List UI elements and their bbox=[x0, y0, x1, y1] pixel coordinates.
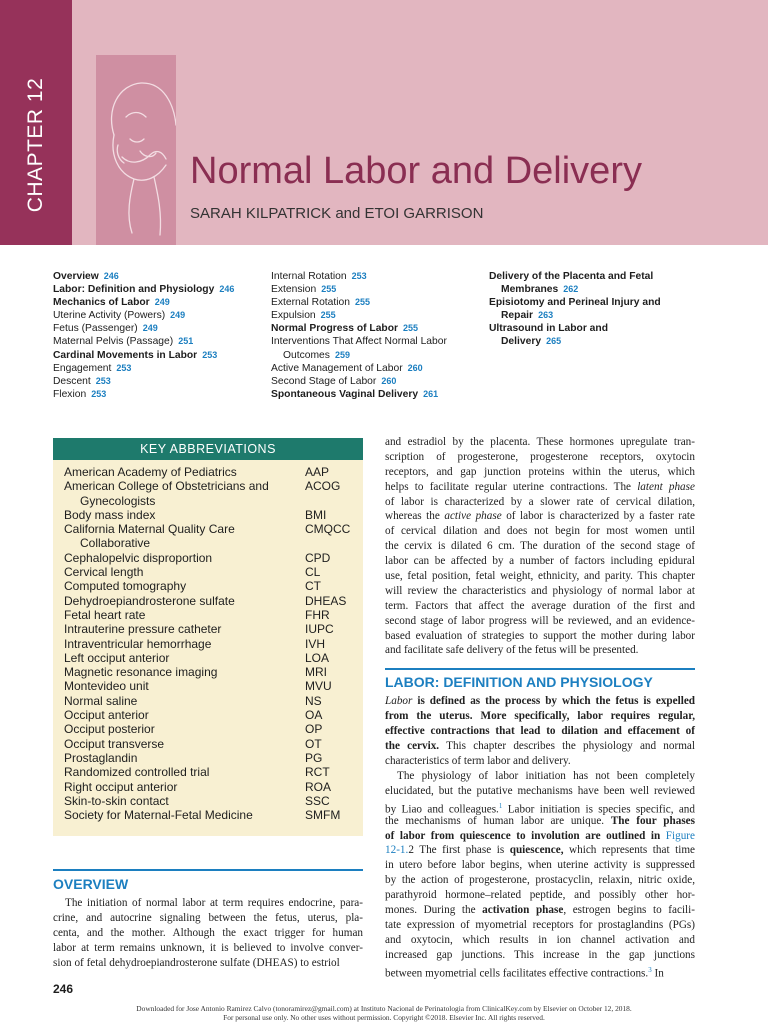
toc-entry-page: 253 bbox=[202, 349, 218, 360]
toc-entry-label: Cardinal Movements in Labor bbox=[53, 349, 198, 361]
toc-entry-page: 246 bbox=[219, 284, 235, 295]
text-line: sion of fetal dehydroepiandrosterone sulfate (DHEAS) to estriol bbox=[53, 956, 340, 969]
abbreviation-code: IVH bbox=[305, 636, 326, 651]
footer-download-notice: Downloaded for Jose Antonio Ramirez Calvo (tonoramirez@gmail.com) at Instituto Nacional de Perinatologia from ClinicalKey.com by Elsevier on October 12, 2018. bbox=[136, 1004, 632, 1013]
abbreviation-row bbox=[53, 708, 363, 722]
toc-entry bbox=[271, 322, 447, 335]
text-line: use, fetal position, fetal weight, ethnicity, and parity. This chapter bbox=[385, 570, 695, 583]
chapter-bar bbox=[0, 0, 72, 245]
toc-entry bbox=[53, 362, 234, 375]
toc-entry bbox=[271, 309, 447, 322]
toc-entry-label: Delivery of the Placenta and Fetal bbox=[489, 271, 654, 282]
text-line: scription of progesterone, progesterone receptors, oxytocin bbox=[385, 450, 695, 463]
toc-entry-label: Spontaneous Vaginal Delivery bbox=[271, 388, 419, 400]
toc-entry-page: 253 bbox=[95, 375, 111, 386]
toc-entry-label: Interventions That Affect Normal Labor bbox=[271, 336, 447, 348]
abbreviation-row bbox=[53, 751, 363, 765]
abbreviation-code: SSC bbox=[305, 793, 330, 808]
abbreviation-row bbox=[53, 780, 363, 794]
toc-entry-label: Mechanics of Labor bbox=[53, 297, 150, 309]
labor-section-rule bbox=[385, 668, 695, 670]
toc-entry bbox=[53, 349, 234, 362]
toc-entry bbox=[53, 270, 234, 283]
chapter-header bbox=[0, 0, 768, 245]
toc-entry-label: Descent bbox=[53, 375, 91, 387]
abbreviation-term: American College of Obstetricians and bbox=[64, 479, 269, 494]
abbreviation-term: Cephalopelvic disproportion bbox=[64, 550, 213, 565]
toc-entry-label: Overview bbox=[53, 271, 99, 282]
abbreviation-term: Occiput posterior bbox=[64, 722, 155, 737]
toc-entry-label: Membranes bbox=[501, 284, 559, 296]
abbreviation-code: OP bbox=[305, 722, 323, 737]
text-line: between myometrial cells facilitates effective contractions.$^3$ In bbox=[385, 965, 664, 980]
toc-entry-label: Fetus (Passenger) bbox=[53, 323, 138, 335]
toc-entry bbox=[271, 349, 447, 362]
abbreviation-row bbox=[53, 765, 363, 779]
toc-entry-label: Repair bbox=[501, 310, 534, 322]
abbreviation-code: CT bbox=[305, 579, 321, 594]
labor-physiology-text bbox=[385, 769, 695, 980]
abbreviation-row bbox=[53, 808, 363, 822]
toc-entry bbox=[489, 335, 661, 348]
abbreviation-row bbox=[53, 651, 363, 665]
abbreviation-row-continued bbox=[53, 536, 363, 550]
abbreviation-row bbox=[53, 794, 363, 808]
toc-entry-page: 249 bbox=[142, 323, 158, 334]
toc-entry-page: 263 bbox=[538, 310, 554, 321]
text-line: and facilitate safe delivery of the fetus will be presented. bbox=[385, 644, 639, 657]
abbreviation-term: Prostaglandin bbox=[64, 750, 138, 765]
toc-entry bbox=[489, 283, 661, 296]
text-line: and oxytocin, which results in ion channel activation and bbox=[385, 933, 695, 946]
abbreviation-term: Normal saline bbox=[64, 693, 138, 708]
toc-entry-label: Flexion bbox=[53, 388, 87, 400]
abbreviation-code: MRI bbox=[305, 665, 327, 680]
abbreviation-code: CPD bbox=[305, 550, 331, 565]
key-abbreviations-heading: KEY ABBREVIATIONS bbox=[53, 438, 363, 460]
toc-entry bbox=[489, 270, 661, 283]
toc-entry-label: Normal Progress of Labor bbox=[271, 323, 399, 335]
abbreviation-code: NS bbox=[305, 693, 322, 708]
text-line: centa, and the mother. Although the exact trigger for human bbox=[53, 926, 363, 939]
toc-entry bbox=[53, 388, 234, 401]
toc-entry-page: 246 bbox=[103, 271, 119, 281]
toc-entry-page: 251 bbox=[178, 336, 194, 347]
chapter-label: CHAPTER 12 bbox=[24, 77, 47, 213]
chapter-authors: SARAH KILPATRICK and ETOI GARRISON bbox=[190, 205, 484, 222]
text-line: whereas the active phase of labor is characterized by a faster rate bbox=[385, 510, 695, 523]
text-line: from the uterus. More specifically, labor requires regular, bbox=[385, 709, 695, 722]
abbreviation-row bbox=[53, 579, 363, 593]
text-line: of cervical dilation and does not begin for most women until bbox=[385, 525, 695, 538]
overview-heading: OVERVIEW bbox=[53, 876, 129, 892]
abbreviation-code: SMFM bbox=[305, 808, 341, 823]
text-line: parathyroid hormone–related peptide, and possibly other hor- bbox=[385, 889, 695, 902]
abbreviation-term: Skin-to-skin contact bbox=[64, 793, 169, 808]
toc-entry bbox=[53, 283, 234, 296]
abbreviation-term: California Maternal Quality Care bbox=[64, 522, 235, 537]
text-line: Labor is defined as the process by which the fetus is expelled bbox=[385, 695, 696, 707]
toc-entry-label: Active Management of Labor bbox=[271, 362, 403, 374]
text-line: elucidated, but the putative mechanisms have been well reviewed bbox=[385, 784, 695, 797]
toc-entry bbox=[271, 296, 447, 309]
toc-entry-page: 255 bbox=[321, 284, 337, 295]
abbreviation-term: Body mass index bbox=[64, 507, 156, 522]
abbreviation-term: Fetal heart rate bbox=[64, 607, 146, 622]
abbreviation-row bbox=[53, 665, 363, 679]
toc-entry-label: Ultrasound in Labor and bbox=[489, 323, 608, 335]
abbreviation-row bbox=[53, 508, 363, 522]
abbreviation-code: LOA bbox=[305, 650, 330, 665]
toc-entry bbox=[271, 375, 447, 388]
abbreviation-code: CL bbox=[305, 565, 321, 580]
toc-column-2 bbox=[271, 270, 447, 401]
text-line: The physiology of labor initiation has not been completely bbox=[397, 770, 695, 782]
toc-entry-label: Delivery bbox=[501, 336, 542, 348]
toc-entry bbox=[271, 283, 447, 296]
abbreviation-code: FHR bbox=[305, 607, 330, 622]
text-line: 12-1.2 The first phase is quiescence, which represents that time bbox=[385, 844, 695, 857]
abbreviation-term-continued: Gynecologists bbox=[80, 493, 156, 508]
abbreviation-term: American Academy of Pediatrics bbox=[64, 465, 237, 479]
toc-column-3 bbox=[489, 270, 661, 349]
toc-entry-page: 261 bbox=[423, 388, 439, 399]
text-line: crine, and autocrine signaling between the fetus, uterus, pla- bbox=[53, 911, 363, 924]
footer-copyright: For personal use only. No other uses without permission. Copyright ©2018. Elsevier Inc. All rights reserved. bbox=[223, 1013, 545, 1022]
toc-entry-page: 253 bbox=[91, 388, 107, 399]
page-number: 246 bbox=[53, 982, 74, 996]
abbreviation-code: CMQCC bbox=[305, 522, 351, 537]
abbreviation-term: Magnetic resonance imaging bbox=[64, 665, 218, 680]
abbreviation-row bbox=[53, 551, 363, 565]
abbreviation-code: IUPC bbox=[305, 622, 334, 637]
toc-entry bbox=[271, 270, 447, 283]
toc-entry-page: 249 bbox=[154, 297, 170, 308]
toc-entry-page: 255 bbox=[355, 297, 371, 308]
toc-entry-page: 253 bbox=[351, 271, 367, 281]
abbreviation-code: ROA bbox=[305, 779, 332, 794]
abbreviation-term: Intraventricular hemorrhage bbox=[64, 636, 212, 651]
text-line: of labor is characterized by a slower rate of cervical dilation, bbox=[385, 495, 695, 508]
toc-entry-page: 253 bbox=[116, 362, 132, 373]
toc-entry-page: 262 bbox=[563, 284, 579, 295]
overview-rule bbox=[53, 869, 363, 871]
toc-column-1 bbox=[53, 270, 234, 401]
abbreviation-term: Occiput transverse bbox=[64, 736, 165, 751]
abbreviation-row bbox=[53, 608, 363, 622]
abbreviation-row bbox=[53, 594, 363, 608]
toc-entry-label: Episiotomy and Perineal Injury and bbox=[489, 297, 661, 309]
abbreviation-term: Dehydroepiandrosterone sulfate bbox=[64, 593, 235, 608]
toc-entry-label: Internal Rotation bbox=[271, 271, 347, 282]
abbreviation-row bbox=[53, 679, 363, 693]
labor-definition-heading: LABOR: DEFINITION AND PHYSIOLOGY bbox=[385, 674, 653, 690]
abbreviation-term: Randomized controlled trial bbox=[64, 765, 210, 780]
toc-entry bbox=[489, 309, 661, 322]
abbreviation-term: Occiput anterior bbox=[64, 708, 149, 723]
text-line: will review the characteristics and physiology of normal labor at bbox=[385, 584, 695, 597]
abbreviation-row bbox=[53, 565, 363, 579]
text-line: tate expression of myometrial receptors for prostaglandins (PGs) bbox=[385, 918, 695, 931]
text-line: based evaluation of strategies to support the mother during labor bbox=[385, 629, 695, 642]
toc-entry-label: Uterine Activity (Powers) bbox=[53, 310, 166, 322]
abbreviation-row bbox=[53, 637, 363, 651]
abbreviation-code: BMI bbox=[305, 507, 327, 522]
toc-entry bbox=[271, 362, 447, 375]
abbreviation-code: RCT bbox=[305, 765, 330, 780]
toc-entry-label: External Rotation bbox=[271, 297, 350, 309]
toc-entry bbox=[53, 322, 234, 335]
toc-entry-label: Expulsion bbox=[271, 310, 316, 322]
abbreviation-code: OA bbox=[305, 708, 323, 723]
text-line: and estradiol by the placenta. These hormones upregulate tran- bbox=[385, 436, 695, 448]
toc-entry bbox=[489, 322, 661, 335]
toc-entry-label: Outcomes bbox=[283, 349, 330, 361]
text-line: by the action of progesterone, prostacyclin, relaxin, nitric oxide, bbox=[385, 874, 695, 887]
text-line: increased gap junctions. This increase in the gap junctions bbox=[385, 948, 695, 961]
toc-entry bbox=[53, 309, 234, 322]
chapter-illustration bbox=[96, 55, 176, 245]
toc-entry-page: 249 bbox=[170, 310, 186, 321]
abbreviation-code: OT bbox=[305, 736, 322, 751]
abbreviation-term: Cervical length bbox=[64, 565, 144, 580]
text-line: of labor from quiescence to involution are outlined in Figure bbox=[385, 829, 695, 842]
abbreviation-term: Left occiput anterior bbox=[64, 650, 170, 665]
abbreviation-code: DHEAS bbox=[305, 593, 347, 608]
abbreviation-row bbox=[53, 479, 363, 493]
abbreviation-row bbox=[53, 694, 363, 708]
text-line: second stage of labor progress will be reviewed, and an evidence- bbox=[385, 614, 695, 627]
text-line: term. Factors that affect the average duration of the first and bbox=[385, 599, 695, 612]
abbreviation-row-continued bbox=[53, 494, 363, 508]
abbreviation-code: ACOG bbox=[305, 479, 341, 494]
abbreviation-term: Intrauterine pressure catheter bbox=[64, 622, 222, 637]
toc-entry bbox=[53, 296, 234, 309]
abbreviations-list bbox=[53, 460, 363, 822]
text-line: The initiation of normal labor at term requires endocrine, para- bbox=[65, 897, 363, 909]
text-line: receptors, and gap junction proteins within the uterus, which bbox=[385, 465, 695, 478]
toc-entry-page: 255 bbox=[320, 310, 336, 321]
abbreviation-row bbox=[53, 622, 363, 636]
text-line: labor can be affected by a number of factors including epidural bbox=[385, 555, 695, 568]
toc-entry-page: 255 bbox=[403, 323, 419, 334]
abbreviation-term: Society for Maternal-Fetal Medicine bbox=[64, 808, 253, 823]
text-line: in utero before labor begins, when uterine activity is suppressed bbox=[385, 859, 695, 872]
toc-entry bbox=[53, 375, 234, 388]
toc-entry bbox=[53, 335, 234, 348]
text-line: the cervix. This chapter describes the physiology and normal bbox=[385, 739, 695, 752]
abbreviation-term: Montevideo unit bbox=[64, 679, 149, 694]
overview-text bbox=[53, 896, 363, 970]
chapter-title: Normal Labor and Delivery bbox=[190, 150, 642, 192]
abbreviation-row bbox=[53, 737, 363, 751]
abbreviation-term: Computed tomography bbox=[64, 579, 187, 594]
text-line: characteristics of term labor and delivery. bbox=[385, 754, 571, 767]
toc-entry-label: Labor: Definition and Physiology bbox=[53, 284, 215, 296]
toc-entry bbox=[489, 296, 661, 309]
abbreviation-term-continued: Collaborative bbox=[80, 536, 151, 551]
toc-entry-label: Engagement bbox=[53, 362, 112, 374]
labor-definition-text bbox=[385, 694, 695, 768]
toc-entry-label: Extension bbox=[271, 284, 317, 296]
toc-entry-label: Maternal Pelvis (Passage) bbox=[53, 336, 174, 348]
abbreviation-term: Right occiput anterior bbox=[64, 779, 178, 794]
text-line: the cervix is dilated 6 cm. The duration of the second stage of bbox=[385, 540, 695, 553]
toc-entry-page: 260 bbox=[407, 362, 423, 373]
intro-continued-text bbox=[385, 435, 695, 658]
key-abbreviations-box bbox=[53, 438, 363, 836]
abbreviation-row bbox=[53, 465, 363, 479]
toc-entry bbox=[271, 388, 447, 401]
abbreviation-code: PG bbox=[305, 750, 323, 765]
toc-entry-page: 259 bbox=[334, 349, 350, 360]
text-line: helps to facilitate regular uterine contractions. The latent phase bbox=[385, 480, 695, 493]
toc-entry-label: Second Stage of Labor bbox=[271, 375, 377, 387]
fetus-illustration-icon bbox=[96, 55, 176, 245]
abbreviation-code: AAP bbox=[305, 465, 330, 479]
text-line: effective contractions that lead to dilation and effacement of bbox=[385, 724, 695, 737]
text-line: mones. During the activation phase, estrogen begins to facili- bbox=[385, 904, 695, 917]
abbreviation-row bbox=[53, 522, 363, 536]
text-line: labor at term remains unknown, it is believed to involve conver- bbox=[53, 941, 363, 954]
text-line: by Liao and colleagues.$^1$ Labor initiation is species specific, and bbox=[385, 801, 695, 816]
abbreviation-row bbox=[53, 722, 363, 736]
toc-entry-page: 260 bbox=[381, 375, 397, 386]
toc-entry-page: 265 bbox=[546, 336, 562, 347]
abbreviation-code: MVU bbox=[305, 679, 332, 694]
text-line: the mechanisms of human labor are unique. The four phases bbox=[385, 814, 695, 827]
toc-entry bbox=[271, 335, 447, 348]
